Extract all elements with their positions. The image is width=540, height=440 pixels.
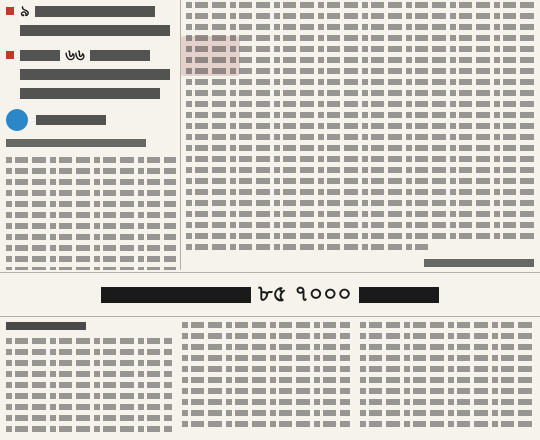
right-column xyxy=(186,2,534,270)
highlight-bullet xyxy=(6,46,176,103)
article-body xyxy=(186,2,534,250)
left-column xyxy=(6,2,176,270)
continued-marker xyxy=(424,259,534,267)
lower-column-middle xyxy=(182,322,350,440)
page-headline xyxy=(0,276,540,314)
article-body xyxy=(6,157,176,270)
lower-column-right xyxy=(360,322,534,440)
highlight-bullet xyxy=(6,2,176,40)
highlight-number: ৯ xyxy=(20,2,30,20)
highlight-number: ৬৬ xyxy=(65,46,85,64)
lower-column-left xyxy=(6,322,172,440)
byline xyxy=(6,139,146,147)
section-tag xyxy=(6,109,176,131)
section-heading xyxy=(6,322,86,330)
headline-numbers: ৮৫ ৭০০০ xyxy=(258,282,352,307)
section-logo-icon xyxy=(6,109,28,131)
